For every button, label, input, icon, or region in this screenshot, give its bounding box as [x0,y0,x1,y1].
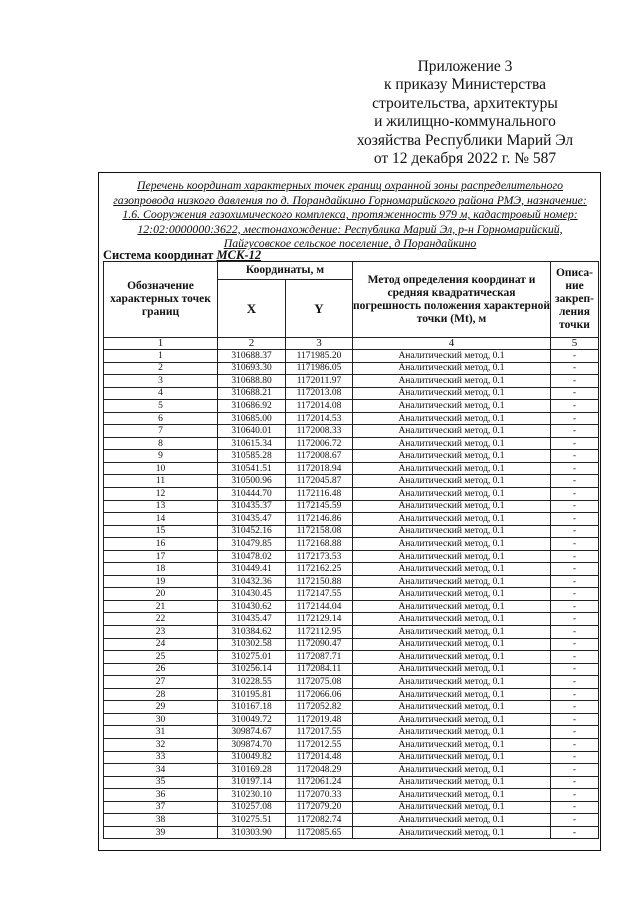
y-coordinate-cell: 1172173.53 [286,550,353,563]
coordinates-table [103,261,599,839]
appendix-header [330,58,600,168]
description-cell: - [551,425,599,438]
method-cell: Аналитический метод, 0.1 [353,713,551,726]
x-coordinate-cell: 310049.82 [218,751,286,764]
y-coordinate-cell: 1172146.86 [286,513,353,526]
point-number-cell: 33 [104,751,218,764]
table-row [104,412,599,425]
table-row [104,713,599,726]
table-row [104,638,599,651]
description-cell: - [551,462,599,475]
caption-line-4: 12:02:0000000:3622, местонахождение: Республика Марий Эл, р-н Горномарийский, [137,221,563,236]
y-coordinate-cell: 1172145.59 [286,500,353,513]
point-number-cell: 6 [104,412,218,425]
table-row [104,387,599,400]
table-caption [102,178,598,251]
method-cell: Аналитический метод, 0.1 [353,538,551,551]
caption-line-1: Перечень координат характерных точек границ охранной зоны распределительного [136,178,564,192]
y-coordinate-cell: 1172045.87 [286,475,353,488]
x-coordinate-cell: 310444.70 [218,488,286,501]
description-cell: - [551,400,599,413]
x-coordinate-cell: 310197.14 [218,776,286,789]
table-row [104,375,599,388]
y-coordinate-cell: 1172150.88 [286,575,353,588]
point-number-cell: 5 [104,400,218,413]
table-row [104,801,599,814]
point-number-cell: 20 [104,588,218,601]
point-number-cell: 10 [104,462,218,475]
point-number-cell: 19 [104,575,218,588]
y-coordinate-cell: 1172112.95 [286,626,353,639]
x-coordinate-cell: 310275.51 [218,814,286,827]
x-coordinate-cell: 309874.70 [218,738,286,751]
y-coordinate-cell: 1172162.25 [286,563,353,576]
x-coordinate-cell: 310049.72 [218,713,286,726]
description-cell: - [551,588,599,601]
y-coordinate-cell: 1172144.04 [286,600,353,613]
method-cell: Аналитический метод, 0.1 [353,764,551,777]
y-coordinate-cell: 1172061.24 [286,776,353,789]
method-cell: Аналитический метод, 0.1 [353,575,551,588]
table-row [104,475,599,488]
table-row [104,550,599,563]
y-coordinate-cell: 1172014.08 [286,400,353,413]
header-description: Описа-ние закреп-ления точки [551,262,599,338]
table-row [104,826,599,839]
description-cell: - [551,550,599,563]
y-coordinate-cell: 1172013.08 [286,387,353,400]
method-cell: Аналитический метод, 0.1 [353,600,551,613]
method-cell: Аналитический метод, 0.1 [353,488,551,501]
method-cell: Аналитический метод, 0.1 [353,462,551,475]
y-coordinate-cell: 1172082.74 [286,814,353,827]
point-number-cell: 25 [104,651,218,664]
description-cell: - [551,789,599,802]
point-number-cell: 32 [104,738,218,751]
point-number-cell: 35 [104,776,218,789]
method-cell: Аналитический метод, 0.1 [353,350,551,363]
table-row [104,350,599,363]
method-cell: Аналитический метод, 0.1 [353,387,551,400]
y-coordinate-cell: 1171985.20 [286,350,353,363]
y-coordinate-cell: 1172158.08 [286,525,353,538]
x-coordinate-cell: 310303.90 [218,826,286,839]
description-cell: - [551,437,599,450]
description-cell: - [551,726,599,739]
description-cell: - [551,538,599,551]
point-number-cell: 2 [104,362,218,375]
method-cell: Аналитический метод, 0.1 [353,789,551,802]
x-coordinate-cell: 310256.14 [218,663,286,676]
table-row [104,663,599,676]
y-coordinate-cell: 1172075.08 [286,676,353,689]
column-number: 5 [551,338,599,350]
x-coordinate-cell: 309874.67 [218,726,286,739]
header-point: Обозначение характерных точек границ [104,262,218,338]
x-coordinate-cell: 310430.45 [218,588,286,601]
header-method: Метод определения координат и средняя квадратическая погрешность положения характерной точки (Mt), м [353,262,551,338]
table-row [104,588,599,601]
description-cell: - [551,387,599,400]
description-cell: - [551,488,599,501]
table-row [104,600,599,613]
description-cell: - [551,713,599,726]
x-coordinate-cell: 310435.47 [218,513,286,526]
x-coordinate-cell: 310688.37 [218,350,286,363]
point-number-cell: 13 [104,500,218,513]
table-row [104,462,599,475]
description-cell: - [551,525,599,538]
description-cell: - [551,350,599,363]
description-cell: - [551,776,599,789]
table-row [104,651,599,664]
description-cell: - [551,575,599,588]
point-number-cell: 34 [104,764,218,777]
x-coordinate-cell: 310384.62 [218,626,286,639]
x-coordinate-cell: 310432.36 [218,575,286,588]
description-cell: - [551,626,599,639]
table-row [104,425,599,438]
appendix-line-2: к приказу Министерства [384,76,546,94]
description-cell: - [551,764,599,777]
table-row [104,626,599,639]
point-number-cell: 7 [104,425,218,438]
method-cell: Аналитический метод, 0.1 [353,525,551,538]
method-cell: Аналитический метод, 0.1 [353,613,551,626]
column-number: 1 [104,338,218,350]
description-cell: - [551,676,599,689]
method-cell: Аналитический метод, 0.1 [353,450,551,463]
x-coordinate-cell: 310688.21 [218,387,286,400]
x-coordinate-cell: 310435.37 [218,500,286,513]
x-coordinate-cell: 310693.30 [218,362,286,375]
point-number-cell: 30 [104,713,218,726]
description-cell: - [551,826,599,839]
y-coordinate-cell: 1172168.88 [286,538,353,551]
method-cell: Аналитический метод, 0.1 [353,437,551,450]
y-coordinate-cell: 1172147.55 [286,588,353,601]
point-number-cell: 1 [104,350,218,363]
method-cell: Аналитический метод, 0.1 [353,375,551,388]
x-coordinate-cell: 310430.62 [218,600,286,613]
method-cell: Аналитический метод, 0.1 [353,638,551,651]
point-number-cell: 38 [104,814,218,827]
x-coordinate-cell: 310435.47 [218,613,286,626]
x-coordinate-cell: 310541.51 [218,462,286,475]
point-number-cell: 37 [104,801,218,814]
table-row [104,525,599,538]
y-coordinate-cell: 1172116.48 [286,488,353,501]
table-row [104,575,599,588]
table-row [104,563,599,576]
point-number-cell: 22 [104,613,218,626]
description-cell: - [551,500,599,513]
table-row [104,676,599,689]
y-coordinate-cell: 1172084.11 [286,663,353,676]
y-coordinate-cell: 1172087.71 [286,651,353,664]
method-cell: Аналитический метод, 0.1 [353,626,551,639]
method-cell: Аналитический метод, 0.1 [353,776,551,789]
y-coordinate-cell: 1171986.05 [286,362,353,375]
table-row [104,488,599,501]
method-cell: Аналитический метод, 0.1 [353,688,551,701]
description-cell: - [551,814,599,827]
point-number-cell: 36 [104,789,218,802]
description-cell: - [551,412,599,425]
column-number: 4 [353,338,551,350]
point-number-cell: 14 [104,513,218,526]
y-coordinate-cell: 1172052.82 [286,701,353,714]
y-coordinate-cell: 1172048.29 [286,764,353,777]
point-number-cell: 11 [104,475,218,488]
point-number-cell: 17 [104,550,218,563]
table-row [104,701,599,714]
description-cell: - [551,688,599,701]
x-coordinate-cell: 310686.92 [218,400,286,413]
point-number-cell: 28 [104,688,218,701]
table-row [104,513,599,526]
method-cell: Аналитический метод, 0.1 [353,651,551,664]
x-coordinate-cell: 310688.80 [218,375,286,388]
description-cell: - [551,450,599,463]
description-cell: - [551,738,599,751]
x-coordinate-cell: 310615.34 [218,437,286,450]
y-coordinate-cell: 1172014.53 [286,412,353,425]
y-coordinate-cell: 1172018.94 [286,462,353,475]
y-coordinate-cell: 1172006.72 [286,437,353,450]
x-coordinate-cell: 310169.28 [218,764,286,777]
point-number-cell: 26 [104,663,218,676]
y-coordinate-cell: 1172085.65 [286,826,353,839]
table-row [104,726,599,739]
x-coordinate-cell: 310478.02 [218,550,286,563]
description-cell: - [551,651,599,664]
description-cell: - [551,513,599,526]
point-number-cell: 31 [104,726,218,739]
y-coordinate-cell: 1172014.48 [286,751,353,764]
table-row [104,362,599,375]
point-number-cell: 9 [104,450,218,463]
method-cell: Аналитический метод, 0.1 [353,726,551,739]
x-coordinate-cell: 310479.85 [218,538,286,551]
method-cell: Аналитический метод, 0.1 [353,676,551,689]
caption-line-5: Пайгусовское сельское поселение, д Порандайкино [223,236,477,251]
y-coordinate-cell: 1172011.97 [286,375,353,388]
method-cell: Аналитический метод, 0.1 [353,362,551,375]
x-coordinate-cell: 310230.10 [218,789,286,802]
y-coordinate-cell: 1172019.48 [286,713,353,726]
method-cell: Аналитический метод, 0.1 [353,412,551,425]
appendix-line-5: хозяйства Республики Марий Эл [356,131,574,149]
point-number-cell: 18 [104,563,218,576]
description-cell: - [551,613,599,626]
point-number-cell: 4 [104,387,218,400]
x-coordinate-cell: 310167.18 [218,701,286,714]
y-coordinate-cell: 1172066.06 [286,688,353,701]
description-cell: - [551,600,599,613]
method-cell: Аналитический метод, 0.1 [353,425,551,438]
description-cell: - [551,563,599,576]
point-number-cell: 16 [104,538,218,551]
method-cell: Аналитический метод, 0.1 [353,738,551,751]
y-coordinate-cell: 1172008.67 [286,450,353,463]
method-cell: Аналитический метод, 0.1 [353,751,551,764]
point-number-cell: 39 [104,826,218,839]
method-cell: Аналитический метод, 0.1 [353,550,551,563]
table-row [104,400,599,413]
point-number-cell: 21 [104,600,218,613]
caption-line-3: 1.6. Сооружения газохимического комплекса, протяженность 979 м, кадастровый номер: [122,207,578,222]
method-cell: Аналитический метод, 0.1 [353,814,551,827]
table-row [104,751,599,764]
x-coordinate-cell: 310449.41 [218,563,286,576]
column-numbers-row [104,338,599,350]
point-number-cell: 3 [104,375,218,388]
method-cell: Аналитический метод, 0.1 [353,826,551,839]
table-row [104,814,599,827]
method-cell: Аналитический метод, 0.1 [353,500,551,513]
method-cell: Аналитический метод, 0.1 [353,801,551,814]
description-cell: - [551,638,599,651]
coordinate-system-value: МСК-12 [216,248,262,262]
x-coordinate-cell: 310275.01 [218,651,286,664]
x-coordinate-cell: 310228.55 [218,676,286,689]
x-coordinate-cell: 310640.01 [218,425,286,438]
column-number: 3 [286,338,353,350]
table-row [104,776,599,789]
y-coordinate-cell: 1172070.33 [286,789,353,802]
method-cell: Аналитический метод, 0.1 [353,400,551,413]
appendix-line-4: и жилищно-коммунального [374,113,556,131]
table-row [104,789,599,802]
appendix-line-6: от 12 декабря 2022 г. № 587 [373,150,557,168]
description-cell: - [551,663,599,676]
method-cell: Аналитический метод, 0.1 [353,588,551,601]
description-cell: - [551,701,599,714]
y-coordinate-cell: 1172017.55 [286,726,353,739]
x-coordinate-cell: 310585.28 [218,450,286,463]
table-row [104,738,599,751]
point-number-cell: 12 [104,488,218,501]
method-cell: Аналитический метод, 0.1 [353,513,551,526]
y-coordinate-cell: 1172079.20 [286,801,353,814]
point-number-cell: 8 [104,437,218,450]
x-coordinate-cell: 310685.00 [218,412,286,425]
header-x: X [218,280,286,338]
column-number: 2 [218,338,286,350]
point-number-cell: 15 [104,525,218,538]
y-coordinate-cell: 1172090.47 [286,638,353,651]
y-coordinate-cell: 1172129.14 [286,613,353,626]
y-coordinate-cell: 1172012.55 [286,738,353,751]
table-row [104,500,599,513]
method-cell: Аналитический метод, 0.1 [353,701,551,714]
table-row [104,688,599,701]
caption-line-2: газопровода низкого давления по д. Порандайкино Горномарийского района РМЭ, назначение: [113,192,587,207]
table-row [104,764,599,777]
x-coordinate-cell: 310500.96 [218,475,286,488]
header-y: Y [286,280,353,338]
point-number-cell: 23 [104,626,218,639]
point-number-cell: 29 [104,701,218,714]
description-cell: - [551,375,599,388]
y-coordinate-cell: 1172008.33 [286,425,353,438]
appendix-line-1: Приложение 3 [417,58,513,75]
x-coordinate-cell: 310302.58 [218,638,286,651]
table-row [104,450,599,463]
x-coordinate-cell: 310257.08 [218,801,286,814]
description-cell: - [551,751,599,764]
method-cell: Аналитический метод, 0.1 [353,563,551,576]
description-cell: - [551,801,599,814]
method-cell: Аналитический метод, 0.1 [353,475,551,488]
x-coordinate-cell: 310195.81 [218,688,286,701]
coordinate-system-label: Система координат [103,248,214,262]
point-number-cell: 27 [104,676,218,689]
table-row [104,613,599,626]
point-number-cell: 24 [104,638,218,651]
description-cell: - [551,362,599,375]
x-coordinate-cell: 310452.16 [218,525,286,538]
table-row [104,437,599,450]
method-cell: Аналитический метод, 0.1 [353,663,551,676]
header-coords: Координаты, м [218,262,353,280]
table-row [104,538,599,551]
appendix-line-3: строительства, архитектуры [372,94,558,112]
description-cell: - [551,475,599,488]
